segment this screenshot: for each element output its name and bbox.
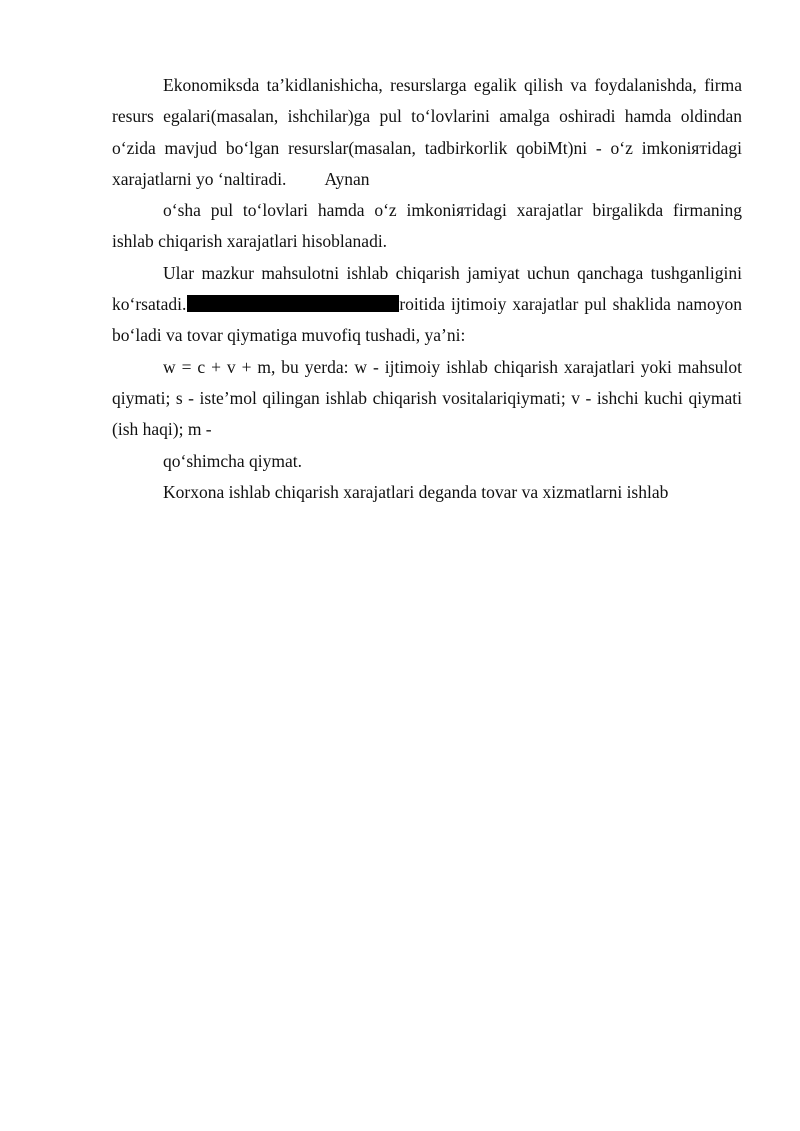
paragraph-3-before: Ular mazkur mahsulotni ishlab chiqarish jamiyat uchun qanchaga tushganligini ko‘rsatadi. — [112, 262, 742, 315]
paragraph-5-text: qo‘shimcha qiymat. — [163, 450, 303, 471]
paragraph-6 — [112, 477, 742, 508]
paragraph-5 — [112, 446, 742, 477]
paragraph-1 — [112, 70, 742, 195]
document-body — [112, 70, 742, 508]
paragraph-2-text: o‘sha pul to‘lovlari hamda o‘z imkoniятidagi xarajatlar birgalikda firmaning ishlab chiqarish xarajatlari hisoblanadi. — [112, 200, 742, 252]
paragraph-6-text: Korxona ishlab chiqarish xarajatlari deganda tovar va xizmatlarni ishlab — [163, 481, 669, 502]
paragraph-2 — [112, 195, 742, 258]
paragraph-4 — [112, 352, 742, 446]
paragraph-3 — [112, 258, 742, 352]
paragraph-1-text: Ekonomiksda ta’kidlanishicha, resurslarga egalik qilish va foydalanishda, firma resurs egalari(masalan, ishchilar)ga pul to‘lovlarini amalga oshiradi hamda oldindan o‘zida mavjud bo‘lgan resurslar(masalan, tadbirkorlik qobiMt)ni - o‘z imkoniятidagi xarajatlarni yo ‘naltiradi. — [112, 75, 742, 189]
paragraph-1-tail: Aynan — [324, 168, 370, 189]
paragraph-3-after: roitida ijtimoiy xarajatlar pul shaklida namoyon bo‘ladi va tovar qiymatiga muvofiq tushadi, ya’ni: — [112, 294, 742, 346]
paragraph-4-text: w = c + v + m, bu yerda: w - ijtimoiy ishlab chiqarish xarajatlari yoki mahsulot qiymati; s - iste’mol qilingan ishlab chiqarish vositalariqiymati; v - ishchi kuchi qiymati (ish haqi); m - — [112, 356, 742, 440]
redaction-block — [187, 295, 399, 312]
